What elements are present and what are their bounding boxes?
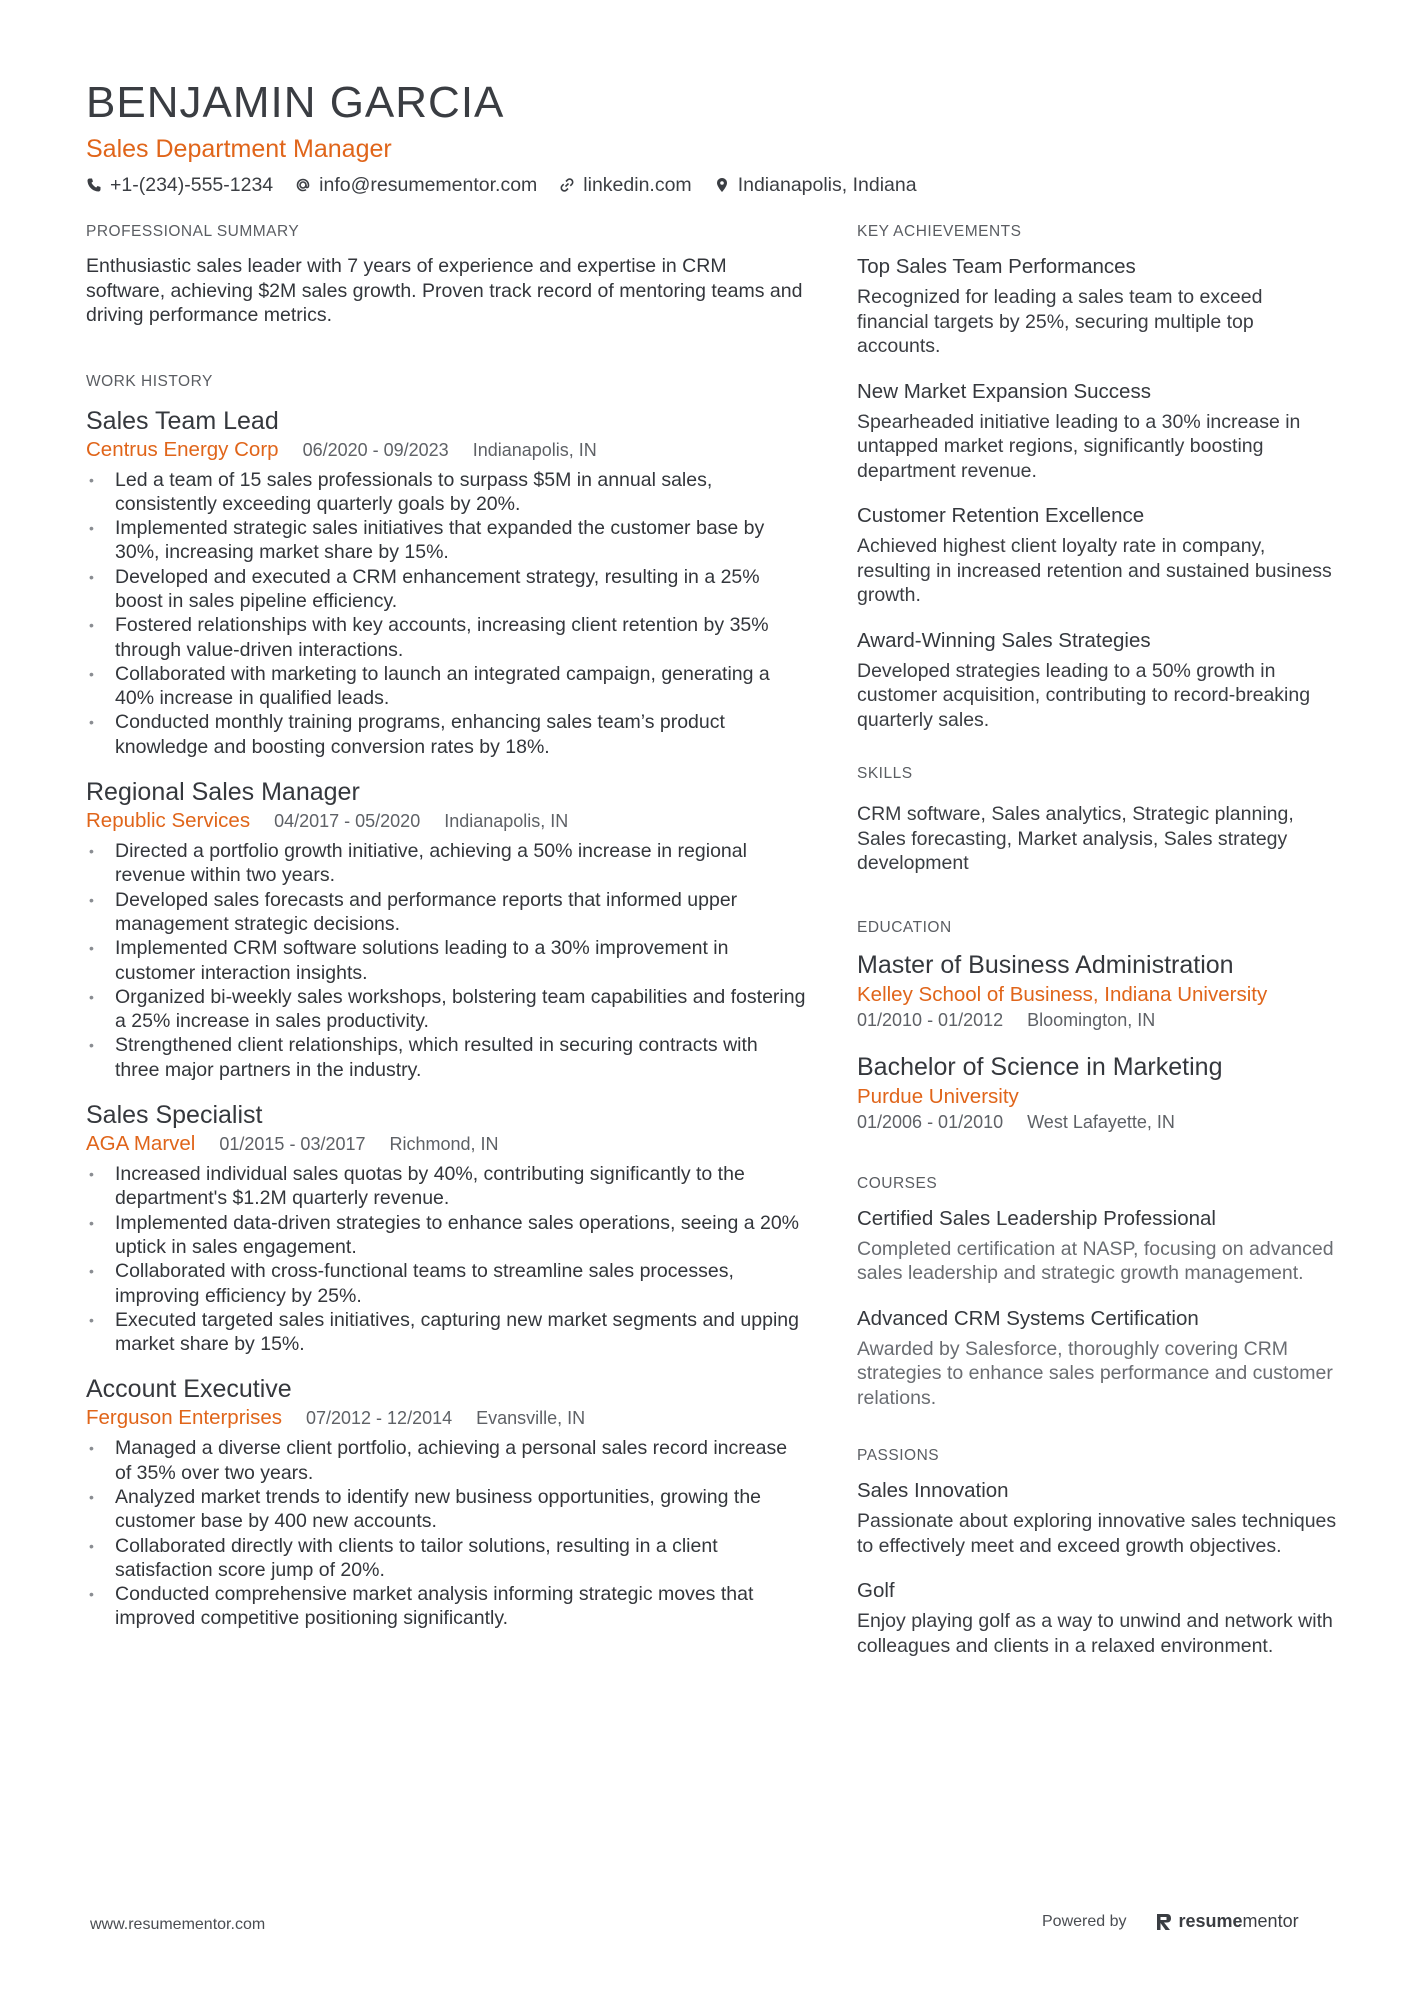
passion-item: [857, 1578, 1337, 1658]
courses-section: [857, 1174, 1337, 1411]
at-sign-icon: [295, 177, 311, 193]
achievement-title: New Market Expansion Success: [857, 379, 1151, 403]
bullet-item: • Led a team of 15 sales professionals to surpass $5M in annual sales, consistently exceeding quarterly goals by 20%.: [86, 468, 806, 517]
job-meta: [86, 809, 806, 833]
passion-title: Sales Innovation: [857, 1479, 1009, 1502]
job-entry: [86, 1374, 806, 1630]
link-icon: [559, 177, 575, 193]
passion-item: [857, 1478, 1337, 1558]
contact-bar: [86, 172, 1326, 198]
bullet-item: • Strengthened client relationships, which resulted in securing contracts with three major partners in the industry.: [86, 1033, 806, 1082]
achievement-desc: Achieved highest client loyalty rate in company, resulting in increased retention and sustained business growth.: [857, 535, 1332, 606]
bullet-item: • Analyzed market trends to identify new business opportunities, growing the customer base by 400 new accounts.: [86, 1485, 806, 1534]
course-desc: Awarded by Salesforce, thoroughly covering CRM strategies to enhance sales performance and customer relations.: [857, 1337, 1333, 1409]
contact-email[interactable]: [295, 172, 537, 198]
course-title: Advanced CRM Systems Certification: [857, 1306, 1199, 1330]
summary-section: [86, 222, 806, 328]
candidate-name: BENJAMIN GARCIA: [86, 78, 505, 127]
job-entry: [86, 1100, 806, 1356]
education-item: [857, 950, 1337, 1032]
bullet-item: • Implemented data-driven strategies to enhance sales operations, seeing a 20% uptick in sales engagement.: [86, 1211, 806, 1260]
bullet-item: • Developed sales forecasts and performance reports that informed upper management strategic decisions.: [86, 888, 806, 937]
job-entry: [86, 777, 806, 1082]
education-degree: Master of Business Administration: [857, 950, 1234, 979]
course-item: [857, 1306, 1337, 1411]
bullet-item: • Conducted comprehensive market analysis informing strategic moves that improved competitive positioning significantly.: [86, 1582, 806, 1631]
course-desc: Completed certification at NASP, focusing on advanced sales leadership and strategic growth management.: [857, 1237, 1334, 1284]
job-company: Centrus Energy Corp: [86, 437, 279, 461]
achievement-item: [857, 379, 1337, 484]
job-meta: [86, 1406, 806, 1430]
education-date: 01/2010 - 01/2012: [857, 1009, 1004, 1030]
job-company: Ferguson Enterprises: [86, 1406, 282, 1430]
education-location: Bloomington, IN: [1027, 1009, 1156, 1030]
job-bullets: [86, 1162, 806, 1356]
candidate-role: Sales Department Manager: [86, 135, 392, 163]
left-column: [86, 222, 806, 1631]
skills-section: [857, 764, 1337, 876]
location-text: Indianapolis, Indiana: [737, 174, 917, 196]
achievement-title: Top Sales Team Performances: [857, 255, 1136, 278]
phone-text: +1-(234)-555-1234: [110, 174, 274, 196]
achievement-item: [857, 503, 1337, 608]
skills-text: CRM software, Sales analytics, Strategic planning, Sales forecasting, Market analysis, Sales strategy development: [857, 803, 1294, 874]
footer-branding: [1042, 1911, 1299, 1932]
job-company: Republic Services: [86, 809, 251, 833]
bullet-item: • Implemented strategic sales initiatives that expanded the customer base by 30%, increasing market share by 15%.: [86, 516, 806, 565]
education-meta: [857, 1008, 1337, 1032]
course-item: [857, 1206, 1337, 1286]
job-meta: [86, 438, 806, 462]
phone-icon: [86, 177, 102, 193]
education-meta: [857, 1110, 1337, 1134]
footer-website[interactable]: www.resumementor.com: [90, 1916, 266, 1933]
brand-bold-text: resume: [1178, 1911, 1243, 1931]
contact-location: [714, 172, 917, 198]
job-date: 04/2017 - 05/2020: [274, 811, 421, 832]
right-column: [857, 222, 1337, 1678]
work-history-heading: WORK HISTORY: [86, 372, 213, 390]
achievements-section: [857, 222, 1337, 732]
education-date: 01/2006 - 01/2010: [857, 1111, 1004, 1132]
passions-section: [857, 1446, 1337, 1658]
job-location: Indianapolis, IN: [472, 439, 597, 460]
bullet-item: • Executed targeted sales initiatives, capturing new market segments and upping market share by 15%.: [86, 1308, 806, 1357]
contact-phone: [86, 172, 273, 198]
brand-logo[interactable]: [1155, 1911, 1299, 1932]
job-bullets: [86, 468, 806, 760]
job-bullets: [86, 839, 806, 1082]
job-date: 07/2012 - 12/2014: [305, 1408, 453, 1429]
bullet-item: • Managed a diverse client portfolio, achieving a personal sales record increase of 35% over two years.: [86, 1436, 806, 1485]
achievements-heading: KEY ACHIEVEMENTS: [857, 223, 1022, 240]
job-title: Sales Team Lead: [86, 406, 279, 435]
contact-linkedin[interactable]: [559, 172, 691, 198]
achievement-item: [857, 254, 1337, 359]
bullet-item: • Implemented CRM software solutions leading to a 30% improvement in customer interaction insights.: [86, 936, 806, 985]
job-location: Richmond, IN: [389, 1134, 499, 1155]
job-title: Sales Specialist: [86, 1101, 263, 1130]
job-entry: [86, 406, 806, 760]
job-bullets: [86, 1436, 806, 1630]
achievement-desc: Spearheaded initiative leading to a 30% increase in untapped market regions, significantly boosting department revenue.: [857, 410, 1301, 482]
education-degree: Bachelor of Science in Marketing: [857, 1052, 1223, 1081]
summary-heading: PROFESSIONAL SUMMARY: [86, 223, 300, 240]
brand-rest-text: mentor: [1242, 1911, 1299, 1931]
location-pin-icon: [714, 177, 730, 193]
resume-header: [86, 78, 1326, 198]
passion-desc: Enjoy playing golf as a way to unwind and network with colleagues and clients in a relaxed environment.: [857, 1610, 1333, 1657]
achievement-title: Award-Winning Sales Strategies: [857, 628, 1151, 652]
education-school: Kelley School of Business, Indiana University: [857, 982, 1268, 1006]
skills-heading: SKILLS: [857, 765, 913, 782]
bullet-item: • Collaborated with cross-functional teams to streamline sales processes, improving efficiency by 25%.: [86, 1259, 806, 1308]
summary-text: Enthusiastic sales leader with 7 years of experience and expertise in CRM software, achieving $2M sales growth. Proven track record of mentoring teams and driving performance metrics.: [86, 255, 803, 326]
job-title: Regional Sales Manager: [86, 778, 360, 807]
job-company: AGA Marvel: [86, 1132, 196, 1156]
powered-by-label: Powered by: [1042, 1912, 1127, 1930]
brand-logo-icon: [1155, 1912, 1173, 1932]
course-title: Certified Sales Leadership Professional: [857, 1206, 1216, 1230]
education-location: West Lafayette, IN: [1027, 1111, 1175, 1132]
job-title: Account Executive: [86, 1375, 292, 1404]
achievement-item: [857, 628, 1337, 733]
bullet-item: • Organized bi-weekly sales workshops, bolstering team capabilities and fostering a 25% increase in sales productivity.: [86, 985, 806, 1034]
passion-title: Golf: [857, 1579, 895, 1602]
bullet-item: • Fostered relationships with key accounts, increasing client retention by 35% through value-driven interactions.: [86, 613, 806, 662]
bullet-item: • Developed and executed a CRM enhancement strategy, resulting in a 25% boost in sales pipeline efficiency.: [86, 565, 806, 614]
achievement-title: Customer Retention Excellence: [857, 504, 1145, 527]
job-date: 06/2020 - 09/2023: [302, 439, 449, 460]
linkedin-text: linkedin.com: [583, 174, 692, 196]
bullet-item: • Collaborated directly with clients to tailor solutions, resulting in a client satisfaction score jump of 20%.: [86, 1534, 806, 1583]
email-text: info@resumementor.com: [319, 174, 538, 196]
passion-desc: Passionate about exploring innovative sales techniques to effectively meet and exceed growth objectives.: [857, 1510, 1337, 1557]
passions-heading: PASSIONS: [857, 1447, 940, 1464]
job-meta: [86, 1132, 806, 1156]
achievement-desc: Recognized for leading a sales team to exceed financial targets by 25%, securing multiple top accounts.: [857, 286, 1263, 357]
bullet-item: • Increased individual sales quotas by 40%, contributing significantly to the department's $1.2M quarterly revenue.: [86, 1162, 806, 1211]
achievement-desc: Developed strategies leading to a 50% growth in customer acquisition, contributing to record-breaking quarterly sales.: [857, 659, 1311, 731]
education-item: [857, 1052, 1337, 1134]
job-location: Evansville, IN: [476, 1408, 586, 1429]
education-heading: EDUCATION: [857, 918, 952, 936]
job-location: Indianapolis, IN: [444, 811, 569, 832]
education-school: Purdue University: [857, 1084, 1019, 1108]
job-date: 01/2015 - 03/2017: [219, 1134, 366, 1155]
work-history-section: [86, 372, 806, 1631]
bullet-item: • Conducted monthly training programs, enhancing sales team’s product knowledge and boosting conversion rates by 18%.: [86, 710, 806, 759]
bullet-item: • Collaborated with marketing to launch an integrated campaign, generating a 40% increase in qualified leads.: [86, 662, 806, 711]
courses-heading: COURSES: [857, 1174, 938, 1192]
bullet-item: • Directed a portfolio growth initiative, achieving a 50% increase in regional revenue within two years.: [86, 839, 806, 888]
education-section: [857, 918, 1337, 1134]
